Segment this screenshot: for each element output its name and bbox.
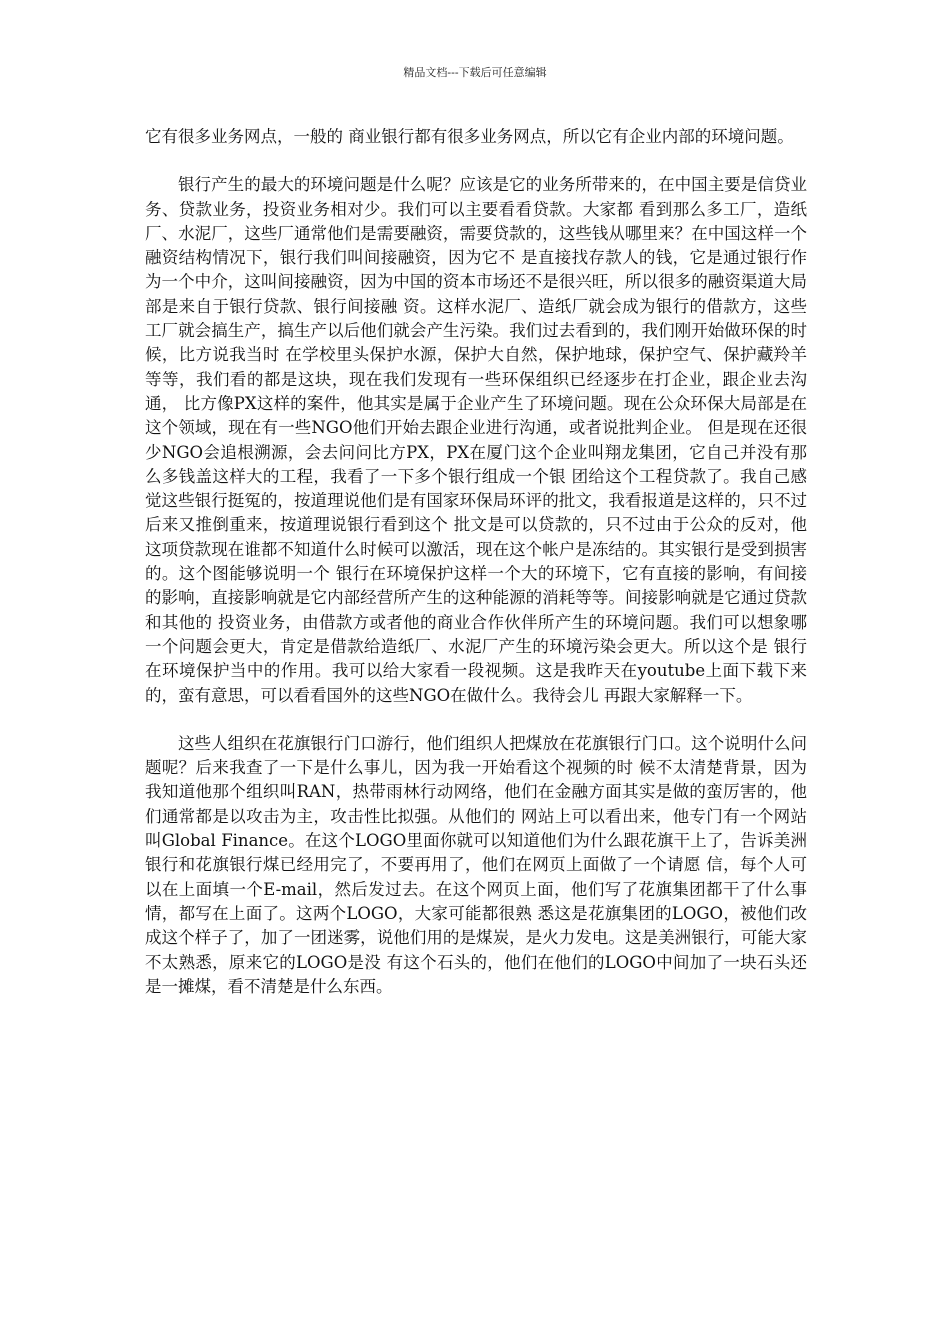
paragraph: 这些人组织在花旗银行门口游行，他们组织人把煤放在花旗银行门口。这个说明什么问题呢？后来我查了一下是什么事儿，因为我一开始看这个视频的时 候不太清楚背景，因为我知道他那个组织叫RAN，热带雨林行动网络，他们在金融方面其实是做的蛮厉害的，他们通常都是以攻击为主，攻击性比拟强。从他们的 网站上可以看出来，他专门有一个网站叫Global Finance。在这个LOGO里面你就可以知道他们为什么跟花旗干上了，告诉美洲银行和花旗银行煤已经用完了，不要再用了，他们在网页上面做了一个请愿 信，每个人可以在上面填一个E-mail，然后发过去。在这个网页上面，他们写了花旗集团都干了什么事情，都写在上面了。这两个LOGO，大家可能都很熟 悉这是花旗集团的LOGO，被他们改成这个样子了，加了一团迷雾，说他们用的是煤炭，是火力发电。这是美洲银行，可能大家不太熟悉，原来它的LOGO是没 有这个石头的，他们在他们的LOGO中间加了一块石头还是一摊煤，看不清楚是什么东西。 <box>145 733 807 996</box>
paragraph: 银行产生的最大的环境问题是什么呢？应该是它的业务所带来的，在中国主要是信贷业务、贷款业务，投资业务相对少。我们可以主要看看贷款。大家都 看到那么多工厂，造纸厂、水泥厂，这些厂通常他们是需要融资，需要贷款的，这些钱从哪里来？在中国这样一个融资结构情况下，银行我们叫间接融资，因为它不 是直接找存款人的钱，它是通过银行作为一个中介，这叫间接融资，因为中国的资本市场还不是很兴旺，所以很多的融资渠道大局部是来自于银行贷款、银行间接融 资。这样水泥厂、造纸厂就会成为银行的借款方，这些工厂就会搞生产，搞生产以后他们就会产生污染。我们过去看到的，我们刚开始做环保的时候，比方说我当时 在学校里头保护水源，保护大自然，保护地球，保护空气、保护藏羚羊等等，我们看的都是这块，现在我们发现有一些环保组织已经逐步在打企业，跟企业去沟通， 比方像PX这样的案件，他其实是属于企业产生了环境问题。现在公众环保大局部是在这个领域，现在有一些NGO他们开始去跟企业进行沟通，或者说批判企业。 但是现在还很少NGO会追根溯源，会去问问比方PX，PX在厦门这个企业叫翔龙集团，它自己并没有那么多钱盖这样大的工程，我看了一下多个银行组成一个银 团给这个工程贷款了。我自己感觉这些银行挺冤的，按道理说他们是有国家环保局环评的批文，我看报道是这样的，只不过后来又推倒重来，按道理说银行看到这个 批文是可以贷款的，只不过由于公众的反对，他这项贷款现在谁都不知道什么时候可以激活，现在这个帐户是冻结的。其实银行是受到损害的。这个图能够说明一个 银行在环境保护这样一个大的环境下，它有直接的影响，有间接的影响，直接影响就是它内部经营所产生的这种能源的消耗等等。间接影响就是它通过贷款和其他的 投资业务，由借款方或者他的商业合作伙伴所产生的环境问题。我们可以想象哪一个问题会更大，肯定是借款给造纸厂、水泥厂产生的环境污染会更大。所以这个是 银行在环境保护当中的作用。我可以给大家看一段视频。这是我昨天在youtube上面下载下来的，蛮有意思，可以看看国外的这些NGO在做什么。我待会儿 再跟大家解释一下。 <box>145 175 807 705</box>
document-body <box>145 125 807 1023</box>
page-header: 精品文档---下载后可任意编辑 <box>403 66 547 79</box>
paragraph: 它有很多业务网点，一般的 商业银行都有很多业务网点，所以它有企业内部的环境问题。 <box>145 127 794 146</box>
